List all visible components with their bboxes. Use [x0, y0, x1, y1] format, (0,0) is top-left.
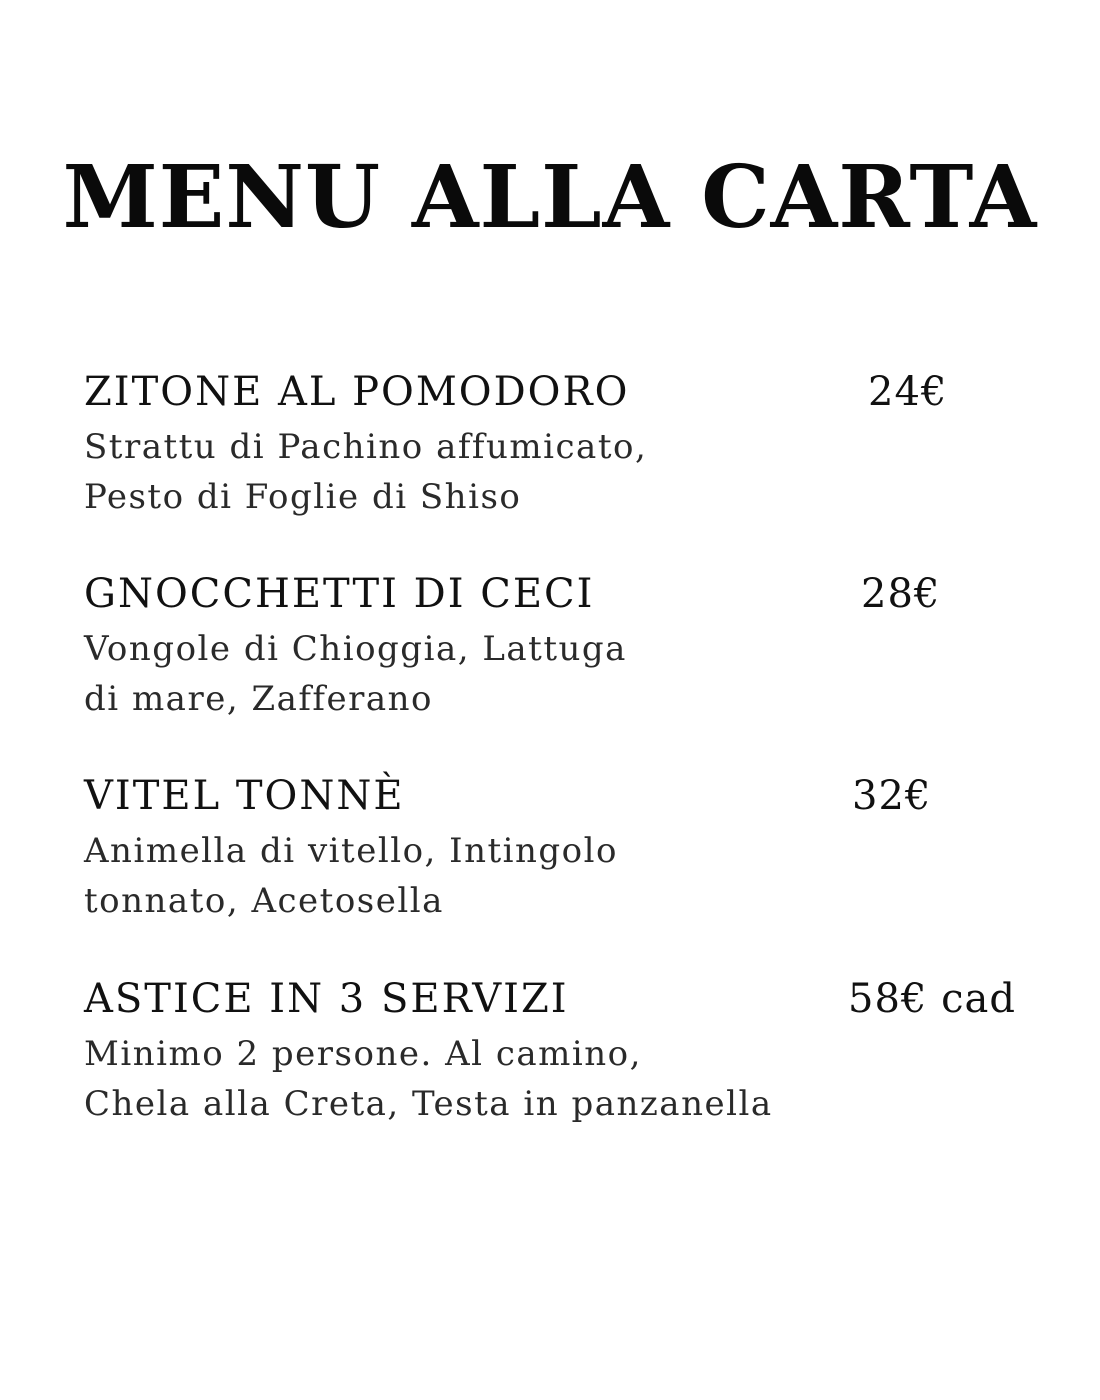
item-description [84, 826, 618, 926]
item-name: GNOCCHETTI DI CECI [84, 571, 595, 617]
item-description [84, 422, 647, 522]
item-description-line: Animella di vitello, Intingolo [84, 831, 618, 871]
item-description-line: Minimo 2 persone. Al camino, [84, 1034, 642, 1074]
item-name: VITEL TONNÈ [84, 773, 405, 819]
item-price: 58€ cad [848, 976, 1016, 1022]
item-description-line: tonnato, Acetosella [84, 881, 444, 921]
item-description [84, 624, 627, 724]
item-description-line: di mare, Zafferano [84, 679, 434, 719]
item-price: 24€ [868, 369, 948, 415]
item-name: ASTICE IN 3 SERVIZI [84, 976, 569, 1022]
item-description-line: Pesto di Foglie di Shiso [84, 477, 522, 517]
item-description-line: Vongole di Chioggia, Lattuga [84, 629, 627, 669]
item-name: ZITONE AL POMODORO [84, 369, 630, 415]
item-price: 32€ [852, 773, 932, 819]
item-description-line: Strattu di Pachino affumicato, [84, 427, 648, 467]
menu-title: MENU ALLA CARTA [62, 147, 1038, 248]
item-description [84, 1029, 773, 1129]
item-price: 28€ [861, 571, 941, 617]
item-description-line: Chela alla Creta, Testa in panzanella [84, 1084, 773, 1124]
